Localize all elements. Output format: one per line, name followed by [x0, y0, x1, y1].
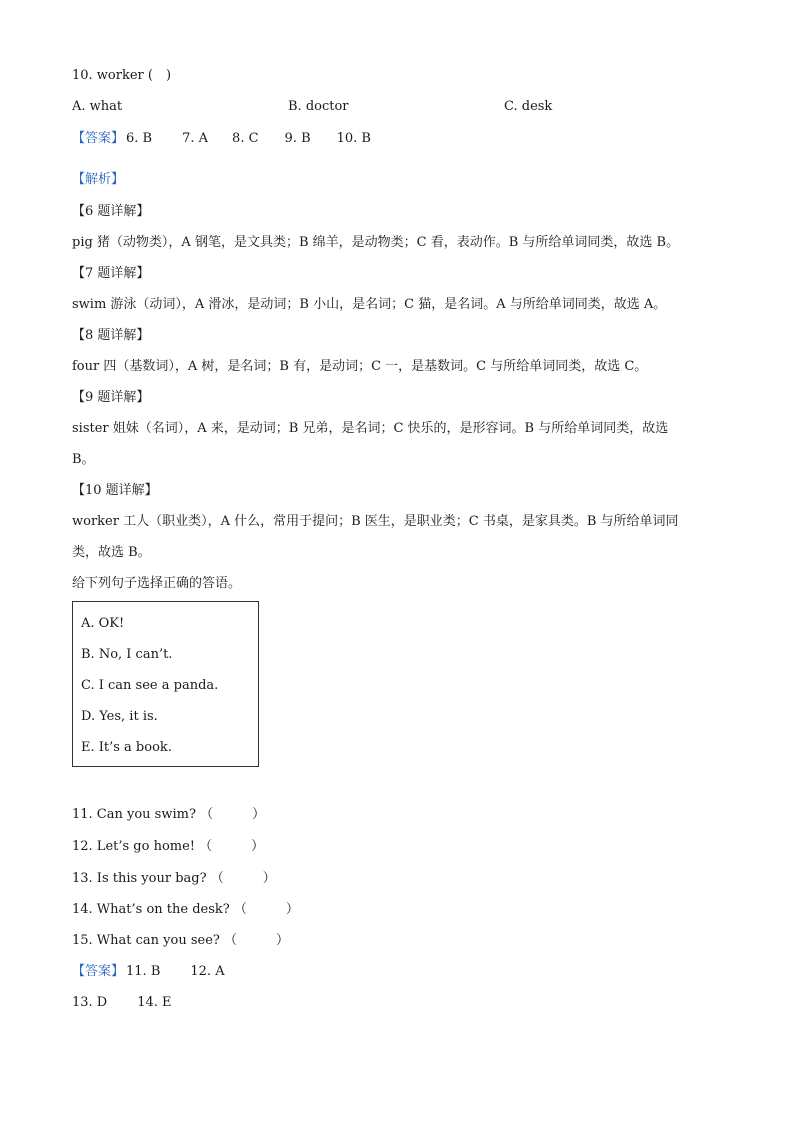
answer-item: 6. B	[126, 131, 153, 146]
answer-item: 12. A	[190, 964, 225, 979]
answer-item: 13. D	[72, 995, 108, 1010]
box-option-c: C. I can see a panda.	[81, 678, 219, 693]
answer-item: 10. B	[336, 131, 371, 146]
analysis-text-10-line-1: worker 工人（职业类），A 什么，常用于提问；B 医生，是职业类；C 书桌，是家具类。B 与所给单词同	[72, 514, 679, 529]
analysis-heading-10: 【10 题详解】	[72, 483, 158, 498]
analysis-heading-8: 【8 题详解】	[72, 328, 150, 343]
question-10-option-b: B. doctor	[288, 99, 349, 114]
question-12: 12. Let’s go home! （ ）	[72, 839, 265, 854]
analysis-heading-7: 【7 题详解】	[72, 266, 150, 281]
analysis-text-7: swim 游泳（动词），A 滑冰，是动词；B 小山，是名词；C 猫，是名词。A 与所给单词同类，故选 A。	[72, 297, 667, 312]
box-option-b: B. No, I can’t.	[81, 647, 173, 662]
answer-item: 9. B	[284, 131, 311, 146]
question-11: 11. Can you swim? （ ）	[72, 807, 266, 822]
analysis-text-10-line-2: 类，故选 B。	[72, 545, 151, 560]
answer-block-2-row-2	[72, 994, 172, 1012]
answer-item: 7. A	[182, 131, 209, 146]
section-instruction: 给下列句子选择正确的答语。	[72, 576, 242, 591]
box-option-d: D. Yes, it is.	[81, 709, 158, 724]
answer-block-2-row-1	[72, 963, 225, 981]
analysis-text-8: four 四（基数词），A 树，是名词；B 有，是动词；C 一，是基数词。C 与所给单词同类，故选 C。	[72, 359, 648, 374]
answer-label: 【答案】	[72, 131, 125, 146]
question-15: 15. What can you see? （ ）	[72, 933, 290, 948]
question-10-option-a: A. what	[72, 99, 123, 114]
answer-label: 【答案】	[72, 964, 125, 979]
analysis-text-9-line-1: sister 姐妹（名词），A 来，是动词；B 兄弟，是名词；C 快乐的，是形容词。B 与所给单词同类，故选	[72, 421, 669, 436]
question-14: 14. What’s on the desk? （ ）	[72, 902, 299, 917]
answer-item: 14. E	[137, 995, 172, 1010]
question-10-stem: 10. worker ( )	[72, 68, 172, 83]
answer-item: 11. B	[126, 964, 161, 979]
question-13: 13. Is this your bag? （ ）	[72, 871, 276, 886]
box-option-a: A. OK!	[81, 616, 125, 631]
options-box	[72, 601, 259, 767]
analysis-text-6: pig 猪（动物类），A 钢笔，是文具类；B 绵羊，是动物类；C 看，表动作。B 与所给单词同类，故选 B。	[72, 235, 680, 250]
analysis-text-9-line-2: B。	[72, 452, 95, 467]
answer-item: 8. C	[232, 131, 259, 146]
answer-block-1	[72, 130, 371, 148]
analysis-heading-6: 【6 题详解】	[72, 204, 150, 219]
analysis-heading-9: 【9 题详解】	[72, 390, 150, 405]
analysis-label: 【解析】	[72, 172, 125, 187]
question-10-option-c: C. desk	[504, 99, 553, 114]
box-option-e: E. It’s a book.	[81, 740, 172, 755]
